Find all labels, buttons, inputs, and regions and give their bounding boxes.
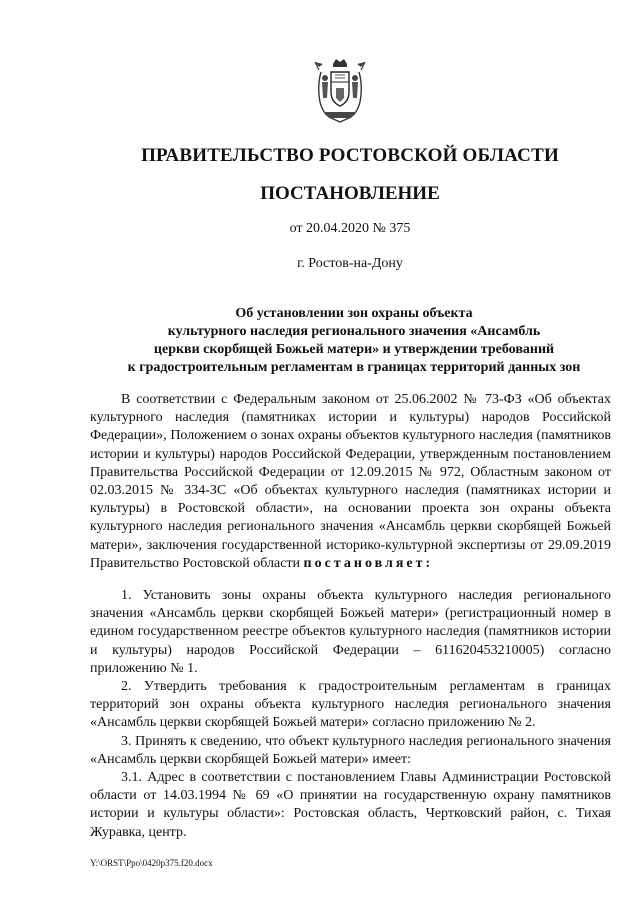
document-title [90,305,618,377]
city-name: г. Ростов-на-Дону [297,256,403,271]
title-line: культурного наследия регионального значения «Ансамбль [167,324,541,339]
preamble-paragraph [90,391,611,573]
clause-2: 2. Утвердить требования к градостроительным регламентам в границах территорий зон охраны объекта культурного наследия регионального значения «Ансамбль церкви скорбящей Божьей матери» согласно приложению № 2. [90,679,611,731]
title-line: Об установлении зон охраны объекта [235,306,473,321]
file-path-footer: Y:\ORST\Ppo\0420p375.f20.docx [90,858,213,868]
organization-name: ПРАВИТЕЛЬСТВО РОСТОВСКОЙ ОБЛАСТИ [141,145,559,166]
clause-1: 1. Установить зоны охраны объекта культурного наследия регионального значения «Ансамбль церкви скорбящей Божьей матери» (регистрационный номер в едином государственном реестре объектов культурного наследия (памятников истории и культуры) народов Российской Федерации – 611620453210005) согласно приложению № 1. [90,588,611,676]
preamble-text: В соответствии с Федеральным законом от 25.06.2002 № 73-ФЗ «Об объектах культурного наследия (памятниках истории и культуры) народов Российской Федерации», Положением о зонах охраны объектов культурного наследия (памятников истории и культуры) народов Российской Федерации, утвержденным постановлением Правительства Российской Федерации от 12.09.2015 № 972, Областным законом от 02.03.2015 № 334-ЗС «Об объектах культурного наследия (памятниках истории и культуры) в Ростовской области», на основании проекта зон охраны объекта культурного наследия регионального значения «Ансамбль церкви скорбящей Божьей матери», заключения государственной историко-культурной экспертизы от 29.09.2019 Правительство Ростовской области [90,392,611,571]
title-line: к градостроительным регламентам в границах территорий данных зон [127,360,581,375]
date-and-number: от 20.04.2020 № 375 [289,221,411,236]
coat-of-arms-emblem [311,58,369,124]
clause-3: 3. Принять к сведению, что объект культурного наследия регионального значения «Ансамбль церкви скорбящей Божьей матери» имеет: [90,733,611,767]
clause-3-1: 3.1. Адрес в соответствии с постановлением Главы Администрации Ростовской области от 14.03.1994 № 69 «О принятии на государственную охрану памятников истории и культуры области»: Ростовская область, Чертковский район, с. Тихая Журавка, центр. [90,770,611,840]
title-line: церкви скорбящей Божьей матери» и утверждении требований [153,342,555,357]
document-type: ПОСТАНОВЛЕНИЕ [260,183,440,204]
document-body [90,391,611,842]
decree-word: постановляет: [303,555,434,571]
